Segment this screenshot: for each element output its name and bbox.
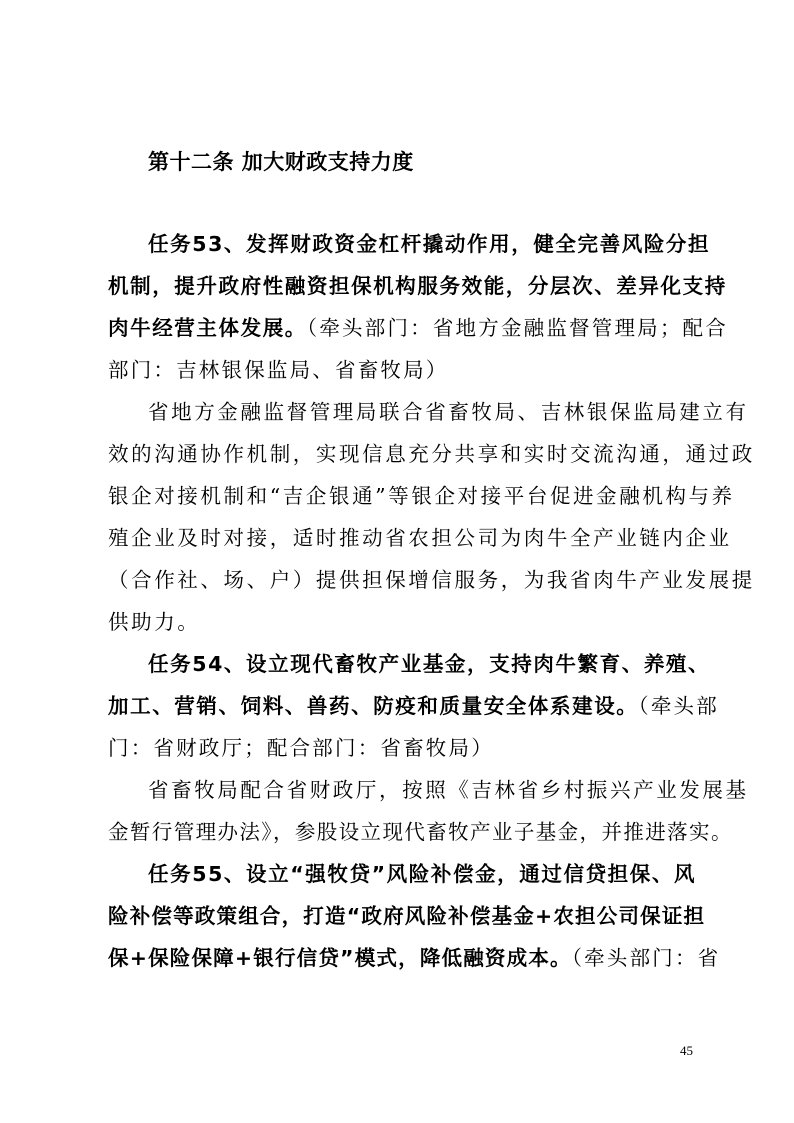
task55-line-2: 险补偿等政策组合，打造“政府风险补偿基金+农担公司保证担 — [108, 904, 706, 928]
task54-line-2 — [108, 694, 719, 718]
task54-line-2-normal: （牵头部 — [638, 694, 719, 718]
task53-line-3-normal: （牵头部门：省地方金融监督管理局；配合 — [306, 316, 728, 340]
page-number: 45 — [680, 1043, 693, 1058]
task54-line-1: 任务54、设立现代畜牧产业基金，支持肉牛繁育、养殖、 — [148, 652, 711, 676]
task53-body-line: 殖企业及时对接，适时推动省农担公司为肉牛全产业链内企业 — [108, 526, 732, 550]
task55-line-3-normal: （牵头部门：省 — [571, 946, 721, 970]
task54-line-2-bold: 加工、营销、饲料、兽药、防疫和质量安全体系建设。 — [108, 694, 639, 718]
task53-line-3-bold: 肉牛经营主体发展。 — [108, 316, 307, 340]
task53-line-2: 机制，提升政府性融资担保机构服务效能，分层次、差异化支持 — [108, 274, 727, 298]
task54-line-3: 门：省财政厅；配合部门：省畜牧局） — [108, 736, 494, 760]
task53-body-line: 银企对接机制和“吉企银通”等银企对接平台促进金融机构与养 — [108, 484, 735, 508]
task53-body-line: 省地方金融监督管理局联合省畜牧局、吉林银保监局建立有 — [148, 400, 749, 424]
task53-body-line: （合作社、场、户）提供担保增信服务，为我省肉牛产业发展提 — [108, 568, 755, 592]
task55-line-1: 任务55、设立“强牧贷”风险补偿金，通过信贷担保、风 — [148, 862, 697, 886]
task54-body-line: 金暂行管理办法》，参股设立现代畜牧产业子基金，并推进落实。 — [108, 820, 733, 844]
task53-line-1: 任务53、发挥财政资金杠杆撬动作用，健全完善风险分担 — [148, 232, 711, 256]
task54-body-line: 省畜牧局配合省财政厅，按照《吉林省乡村振兴产业发展基 — [148, 778, 749, 802]
task53-line-4: 部门：吉林银保监局、省畜牧局） — [108, 358, 449, 382]
task53-line-3 — [108, 316, 728, 340]
task55-line-3 — [108, 946, 720, 970]
article-title: 第十二条 加大财政支持力度 — [148, 150, 414, 174]
task53-body-line: 效的沟通协作机制，实现信息充分共享和实时交流沟通，通过政 — [108, 442, 755, 466]
task53-body-line: 供助力。 — [108, 610, 201, 634]
task55-line-3-bold: 保+保险保障+银行信贷”模式，降低融资成本。 — [108, 946, 572, 970]
